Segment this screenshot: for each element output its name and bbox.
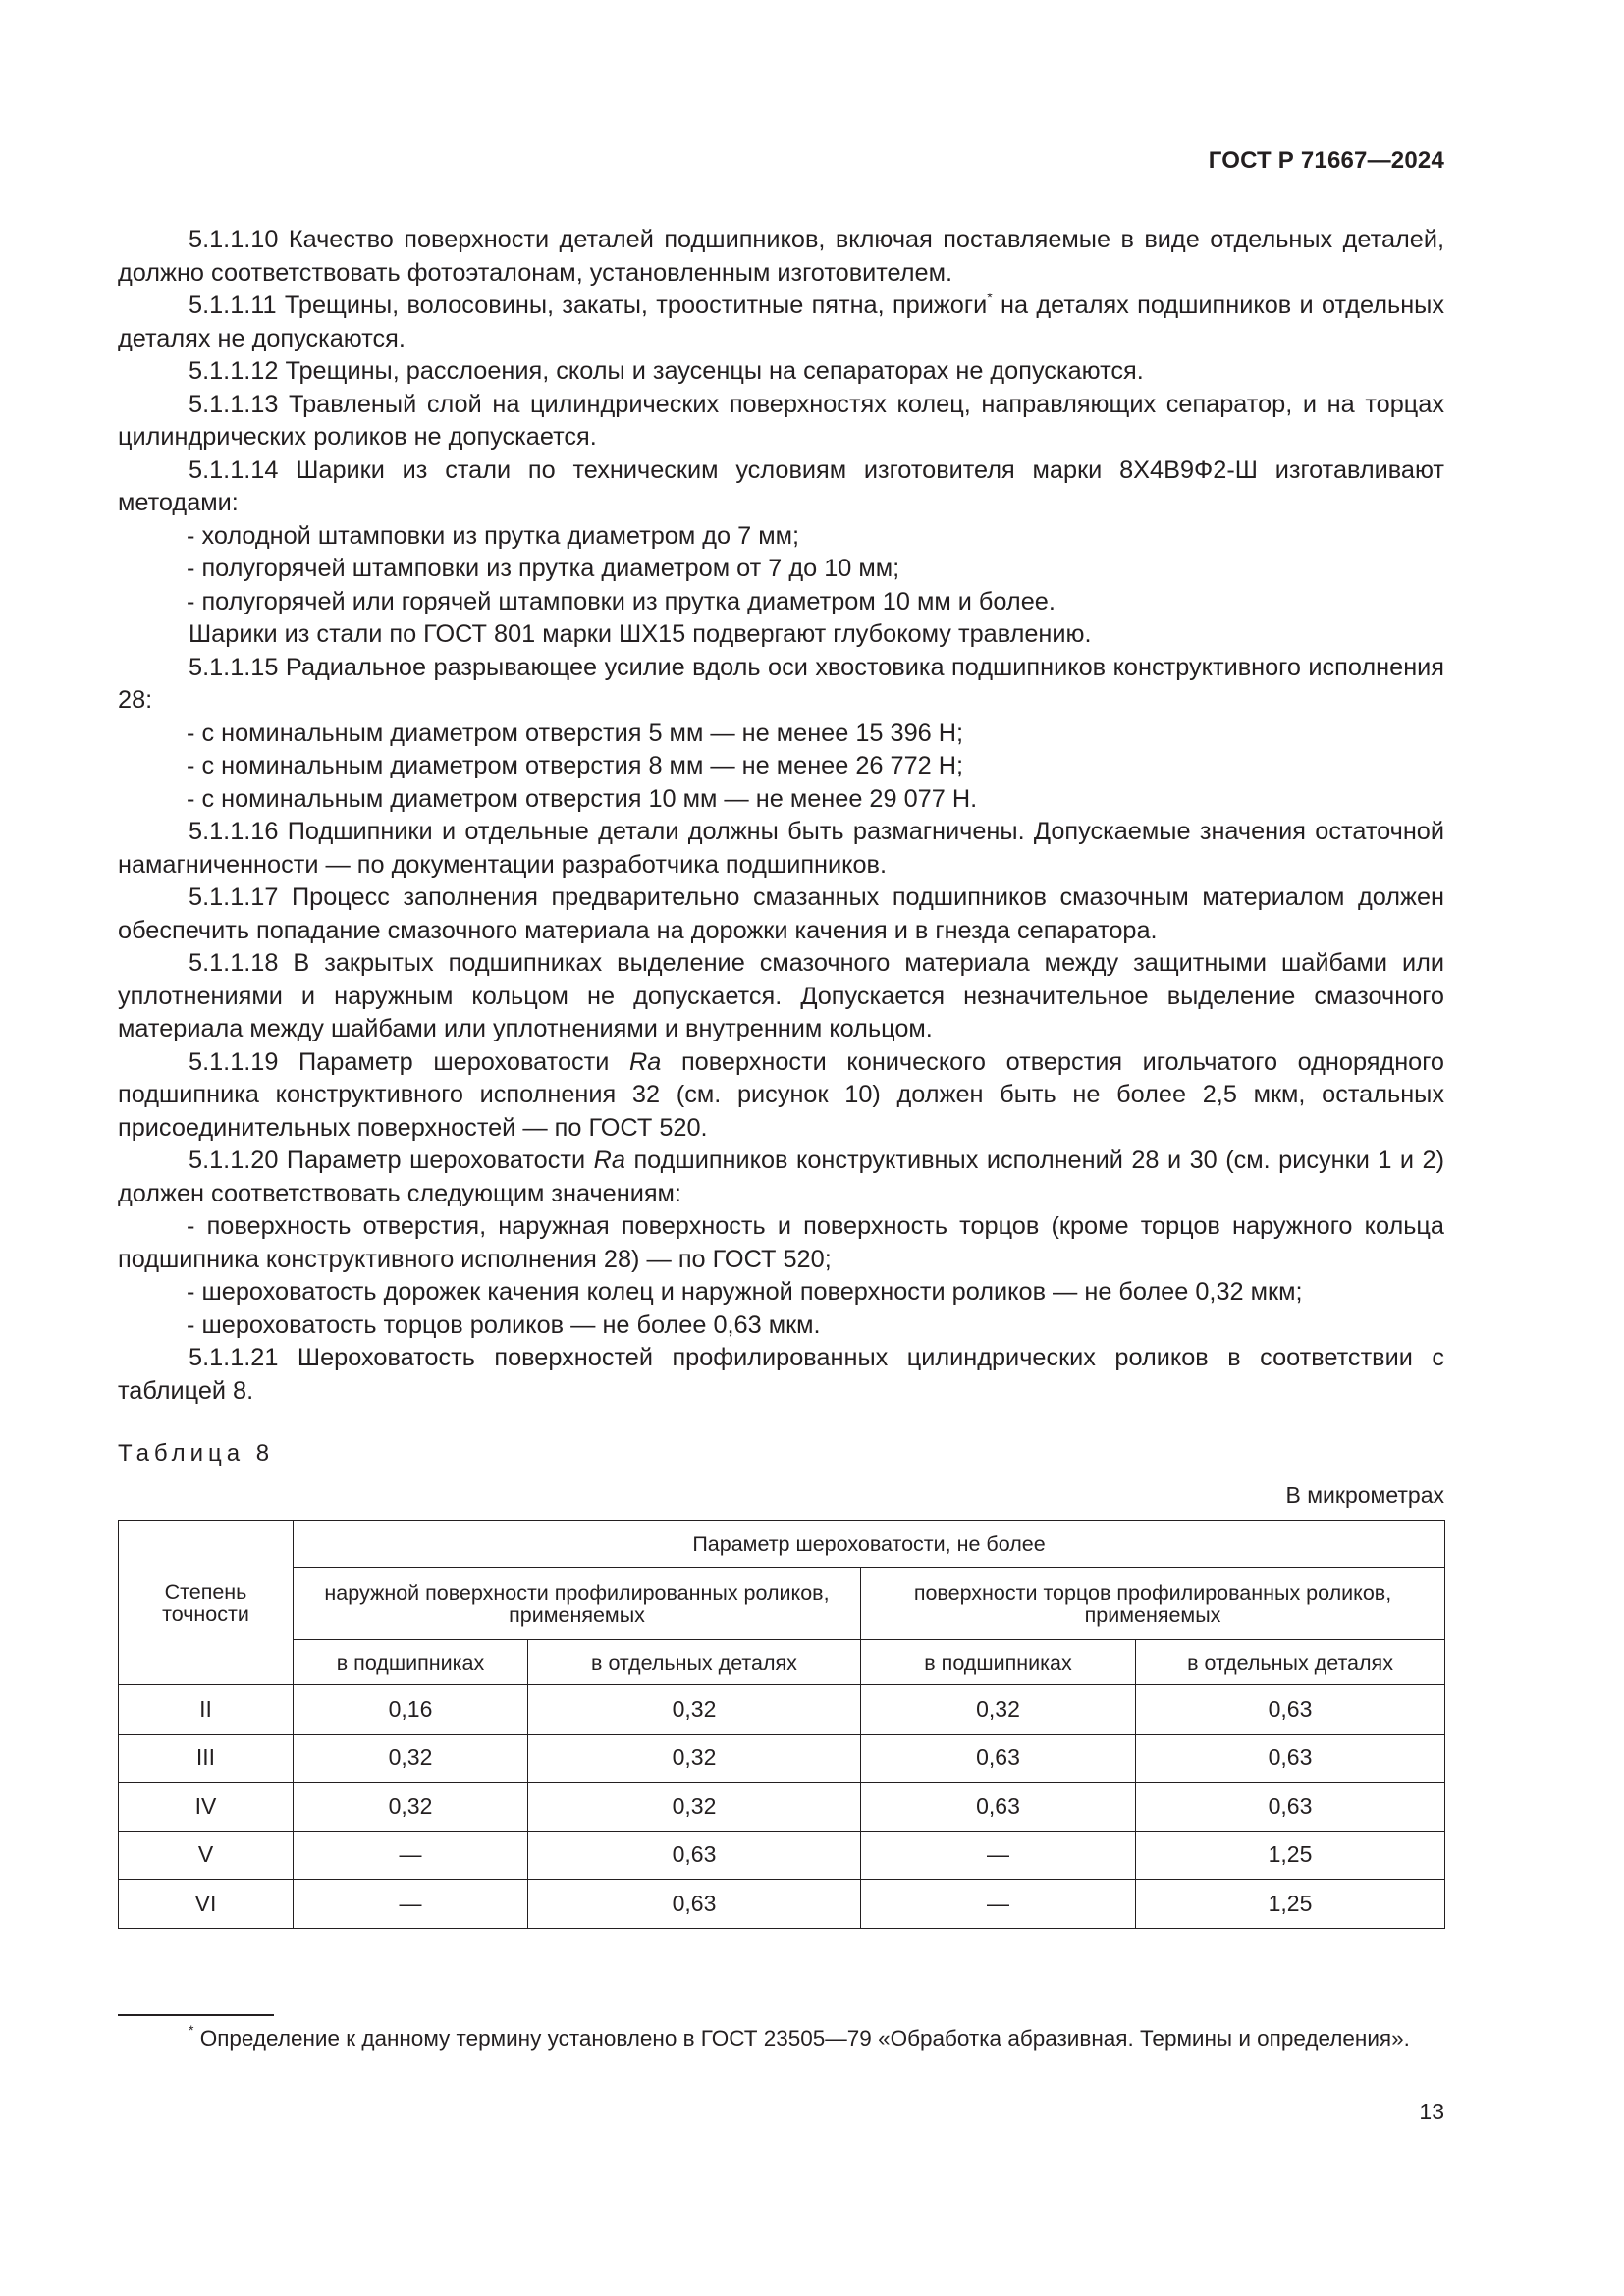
- clause-5-1-1-11-text-end: на деталях подшипников и отдельных деталях не допускаются.: [118, 292, 1444, 352]
- clause-5-1-1-21: 5.1.1.21 Шероховатость поверхностей профилированных цилиндрических роликов в соответствии с таблицей 8.: [118, 1344, 1444, 1405]
- clause-5-1-1-14: 5.1.1.14 Шарики из стали по техническим условиям изготовителя марки 8Х4В9Ф2-Ш изготавливают методами:: [118, 455, 1444, 516]
- table-units: В микрометрах: [1285, 1482, 1444, 1508]
- clause-5-1-1-10: 5.1.1.10 Качество поверхности деталей подшипников, включая поставляемые в виде отдельных деталей, должно соответствовать фотоэталонам, установленным изготовителем.: [118, 226, 1444, 287]
- table-row: [119, 1831, 1445, 1880]
- body-text: [118, 224, 1444, 1408]
- column-header-separate-parts: в отдельных деталях: [528, 1640, 861, 1685]
- list-item: - с номинальным диаметром отверстия 5 мм — не менее 15 396 Н;: [187, 719, 964, 747]
- clause-5-1-1-11: [118, 290, 1444, 355]
- cell-value: 0,32: [528, 1685, 861, 1735]
- table-row: [119, 1734, 1445, 1783]
- cell-degree: VI: [119, 1880, 294, 1929]
- cell-value: 0,63: [528, 1831, 861, 1880]
- table-body: [119, 1685, 1445, 1929]
- cell-value: 0,63: [861, 1783, 1136, 1832]
- clause-5-1-1-14-note: Шарики из стали по ГОСТ 801 марки ШХ15 подвергают глубокому травлению.: [189, 620, 1092, 648]
- list-item: - поверхность отверстия, наружная поверхность и поверхность торцов (кроме торцов наружного кольца подшипника конструктивного исполнения 28) — по ГОСТ 520;: [118, 1212, 1444, 1273]
- list-item: - полугорячей штамповки из прутка диаметром от 7 до 10 мм;: [187, 555, 900, 582]
- cell-value: 0,63: [861, 1734, 1136, 1783]
- cell-value: 0,63: [1136, 1685, 1445, 1735]
- cell-value: —: [294, 1831, 528, 1880]
- clause-5-1-1-18: 5.1.1.18 В закрытых подшипниках выделение смазочного материала между защитными шайбами или уплотнениями и наружным кольцом не допускается. Допускается незначительное выделение смазочного материала между шайбами или уплотнениями и внутренним кольцом.: [118, 949, 1444, 1042]
- cell-value: 0,32: [528, 1734, 861, 1783]
- clause-5-1-1-15: 5.1.1.15 Радиальное разрывающее усилие вдоль оси хвостовика подшипников конструктивного исполнения 28:: [118, 653, 1444, 714]
- clause-5-1-1-12: 5.1.1.12 Трещины, расслоения, сколы и заусенцы на сепараторах не допускаются.: [189, 357, 1144, 385]
- list-item: - шероховатость торцов роликов — не более 0,63 мкм.: [187, 1310, 821, 1339]
- column-header-in-bearings: в подшипниках: [294, 1640, 528, 1685]
- clause-5-1-1-17: 5.1.1.17 Процесс заполнения предварительно смазанных подшипников смазочным материалом должен обеспечить попадание смазочного материала на дорожки качения и в гнезда сепаратора.: [118, 883, 1444, 944]
- footnote-reference: *: [987, 290, 993, 305]
- cell-value: 0,63: [1136, 1783, 1445, 1832]
- clause-5-1-1-20-text: 5.1.1.20 Параметр шероховатости: [189, 1147, 594, 1174]
- cell-value: 1,25: [1136, 1880, 1445, 1929]
- list-item: - с номинальным диаметром отверстия 8 мм — не менее 26 772 Н;: [187, 752, 964, 779]
- footnote: [118, 2023, 1444, 2054]
- footnote-body: [118, 2023, 1444, 2054]
- ra-symbol: Ra: [629, 1047, 662, 1076]
- cell-value: 0,63: [1136, 1734, 1445, 1783]
- footnote-text: Определение к данному термину установлено в ГОСТ 23505—79 «Обработка абразивная. Термины и определения».: [193, 2026, 1410, 2051]
- cell-degree: IV: [119, 1783, 294, 1832]
- list-item: - шероховатость дорожек качения колец и наружной поверхности роликов — не более 0,32 мкм;: [187, 1278, 1303, 1306]
- cell-value: —: [294, 1880, 528, 1929]
- roughness-table: [118, 1520, 1445, 1929]
- clause-5-1-1-20-text-end: подшипников конструктивных исполнений 28 и 30 (см. рисунки 1 и 2) должен соответствовать следующим значениям:: [118, 1147, 1444, 1207]
- clause-5-1-1-19-text-end: поверхности конического отверстия игольчатого однорядного подшипника конструктивного исполнения 32 (см. рисунок 10) должен быть не более 2,5 мкм, остальных присоединительных поверхностей — по ГОСТ 520.: [118, 1047, 1444, 1142]
- cell-value: —: [861, 1880, 1136, 1929]
- column-header-outer-surface: наружной поверхности профилированных роликов, применяемых: [294, 1568, 861, 1640]
- cell-degree: III: [119, 1734, 294, 1783]
- cell-value: 0,63: [528, 1880, 861, 1929]
- header-row: [119, 1568, 1445, 1640]
- cell-value: —: [861, 1831, 1136, 1880]
- table-header: [119, 1521, 1445, 1685]
- page-number: 13: [1419, 2099, 1444, 2124]
- list-item: - полугорячей или горячей штамповки из прутка диаметром 10 мм и более.: [187, 587, 1056, 615]
- clause-5-1-1-19: [118, 1046, 1444, 1146]
- cell-value: 0,32: [861, 1685, 1136, 1735]
- column-header-parameter: Параметр шероховатости, не более: [294, 1521, 1445, 1568]
- table-row: [119, 1783, 1445, 1832]
- clause-5-1-1-11-text: 5.1.1.11 Трещины, волосовины, закаты, трооститные пятна, прижоги: [189, 292, 988, 319]
- header-row: [119, 1640, 1445, 1685]
- cell-value: 0,32: [294, 1783, 528, 1832]
- header-row: [119, 1521, 1445, 1568]
- clause-5-1-1-13: 5.1.1.13 Травленый слой на цилиндрических поверхностях колец, направляющих сепаратор, и на торцах цилиндрических роликов не допускается.: [118, 390, 1444, 451]
- cell-value: 0,32: [294, 1734, 528, 1783]
- column-header-in-bearings: в подшипниках: [861, 1640, 1136, 1685]
- clause-5-1-1-19-text: 5.1.1.19 Параметр шероховатости: [189, 1047, 629, 1076]
- cell-value: 0,32: [528, 1783, 861, 1832]
- footnote-mark: *: [189, 2022, 194, 2038]
- footnote-separator: [118, 2014, 274, 2016]
- cell-degree: V: [119, 1831, 294, 1880]
- clause-5-1-1-16: 5.1.1.16 Подшипники и отдельные детали должны быть размагничены. Допускаемые значения остаточной намагниченности — по документации разработчика подшипников.: [118, 818, 1444, 879]
- table-caption: Таблица 8: [118, 1440, 275, 1467]
- document-code: ГОСТ Р 71667—2024: [1208, 147, 1444, 174]
- cell-value: 0,16: [294, 1685, 528, 1735]
- table-row: [119, 1685, 1445, 1735]
- column-header-end-surface: поверхности торцов профилированных роликов, применяемых: [861, 1568, 1445, 1640]
- clause-5-1-1-20: [118, 1145, 1444, 1210]
- list-item: - холодной штамповки из прутка диаметром до 7 мм;: [187, 521, 800, 550]
- list-item: - с номинальным диаметром отверстия 10 мм — не менее 29 077 Н.: [187, 784, 978, 813]
- column-header-accuracy: Степень точности: [119, 1521, 294, 1685]
- table-row: [119, 1880, 1445, 1929]
- ra-symbol: Ra: [593, 1147, 625, 1174]
- column-header-separate-parts: в отдельных деталях: [1136, 1640, 1445, 1685]
- cell-value: 1,25: [1136, 1831, 1445, 1880]
- cell-degree: II: [119, 1685, 294, 1735]
